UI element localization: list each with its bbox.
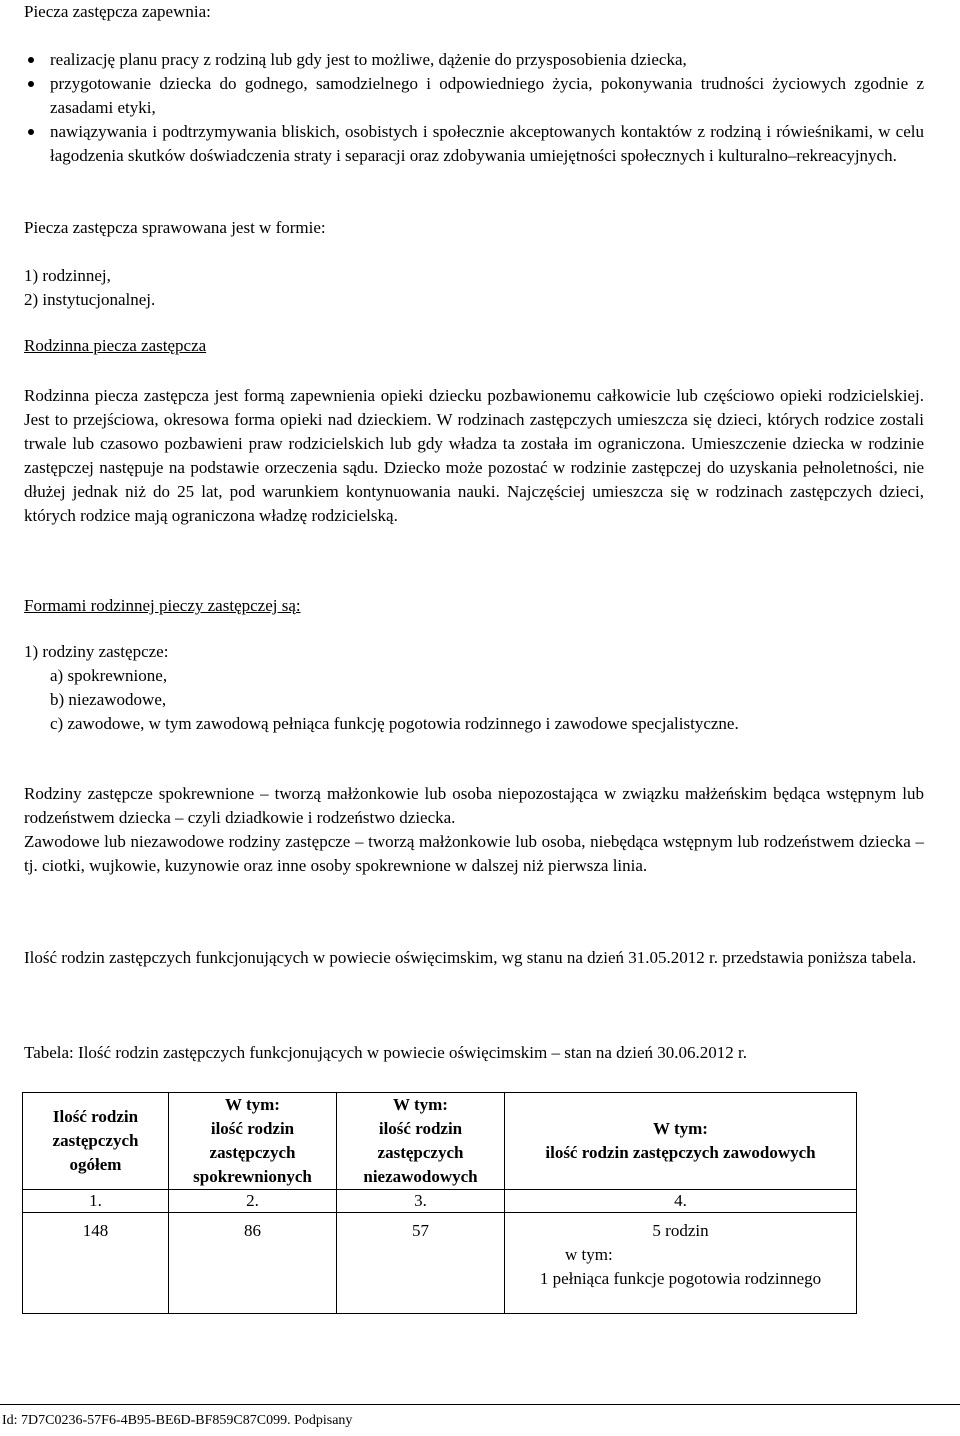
types-item: 1) rodziny zastępcze: xyxy=(24,642,169,661)
section-heading: Formami rodzinnej pieczy zastępczej są: xyxy=(24,596,301,615)
non-relatives-paragraph: Zawodowe lub niezawodowe rodziny zastępcze – tworzą małżonkowie lub osoba, niebędąca wstępnym lub rodzeństwem dziecka – tj. ciotki, wujkowie, kuzynowie oraz inne osoby spokrewnione w dalszej niż pierwsza linia. xyxy=(24,832,924,875)
value-total: 148 xyxy=(23,1213,169,1314)
header-total: Ilość rodzin zastępczych ogółem xyxy=(23,1093,169,1190)
family-care-paragraph: Rodzinna piecza zastępcza jest formą zapewnienia opieki dziecku pozbawionemu całkowicie lub częściowo opieki rodzicielskiej. Jest to przejściowa, okresowa forma opieki nad dzieckiem. W rodzinach zastępczych umieszcza się dzieci, których rodzice zostali trwale lub czasowo pozbawieni praw rodzicielskich lub gdy władza ta została im ograniczona. Umieszczenie dziecka w rodzinie zastępczej następuje na podstawie orzeczenia sądu. Dziecko może pozostać w rodzinie zastępczej do uzyskania pełnoletności, nie dłużej jednak niż do 25 lat, pod warunkiem kontynuowania nauki. Najczęściej umieszcza się w rodzinach zastępczych dzieci, których rodzice mają ograniczona władzę rodzicielską. xyxy=(24,386,924,525)
relatives-paragraph: Rodziny zastępcze spokrewnione – tworzą małżonkowie lub osoba niepozostająca w związku małżeńskim będąca wstępnym lub rodzeństwem dziecka – czyli dziadkowie i rodzeństwo dziecka. xyxy=(24,784,924,827)
document-id-footer: Id: 7D7C0236-57F6-4B95-BE6D-BF859C87C099. Podpisany xyxy=(2,1413,353,1428)
value-professional: 5 rodzin w tym: 1 pełniąca funkcje pogotowia rodzinnego xyxy=(505,1213,857,1314)
types-subitem: a) spokrewnione, xyxy=(50,666,168,685)
value-non-professional: 57 xyxy=(337,1213,505,1314)
value-related: 86 xyxy=(169,1213,337,1314)
header-related: W tym: ilość rodzin zastępczych spokrewnionych xyxy=(169,1093,337,1190)
section-heading: Rodzinna piecza zastępcza xyxy=(24,336,207,355)
types-subitem: b) niezawodowe, xyxy=(50,690,167,709)
foster-families-table xyxy=(22,1092,857,1314)
column-number: 2. xyxy=(169,1190,337,1213)
form-item: 1) rodzinnej, xyxy=(24,266,111,285)
header-non-professional: W tym: ilość rodzin zastępczych niezawodowych xyxy=(337,1093,505,1190)
header-professional: W tym: ilość rodzin zastępczych zawodowych xyxy=(505,1093,857,1190)
table-caption: Tabela: Ilość rodzin zastępczych funkcjonujących w powiecie oświęcimskim – stan na dzień 30.06.2012 r. xyxy=(24,1043,747,1062)
count-paragraph: Ilość rodzin zastępczych funkcjonujących w powiecie oświęcimskim, wg stanu na dzień 31.05.2012 r. przedstawia poniższa tabela. xyxy=(24,948,917,967)
table-row xyxy=(23,1213,857,1314)
table-header-row xyxy=(23,1093,857,1190)
list-item: nawiązywania i podtrzymywania bliskich, osobistych i społecznie akceptowanych kontaktów z rodziną i rówieśnikami, w celu łagodzenia skutków doświadczenia straty i separacji oraz zdobywania umiejętności społecznych i kulturalno–rekreacyjnych. xyxy=(24,120,924,168)
intro-text: Piecza zastępcza zapewnia: xyxy=(24,2,211,21)
column-number: 3. xyxy=(337,1190,505,1213)
table-number-row xyxy=(23,1190,857,1213)
list-item: przygotowanie dziecka do godnego, samodzielnego i odpowiedniego życia, pokonywania trudności życiowych zgodnie z zasadami etyki, xyxy=(24,72,924,120)
column-number: 4. xyxy=(505,1190,857,1213)
care-goals-list xyxy=(24,48,924,168)
footer-divider xyxy=(0,1404,960,1405)
list-item: realizację planu pracy z rodziną lub gdy jest to możliwe, dążenie do przysposobienia dziecka, xyxy=(24,48,924,72)
column-number: 1. xyxy=(23,1190,169,1213)
types-subitem: c) zawodowe, w tym zawodową pełniąca funkcję pogotowia rodzinnego i zawodowe specjalistyczne. xyxy=(50,714,739,733)
form-item: 2) instytucjonalnej. xyxy=(24,290,156,309)
forms-intro: Piecza zastępcza sprawowana jest w formie: xyxy=(24,218,326,237)
